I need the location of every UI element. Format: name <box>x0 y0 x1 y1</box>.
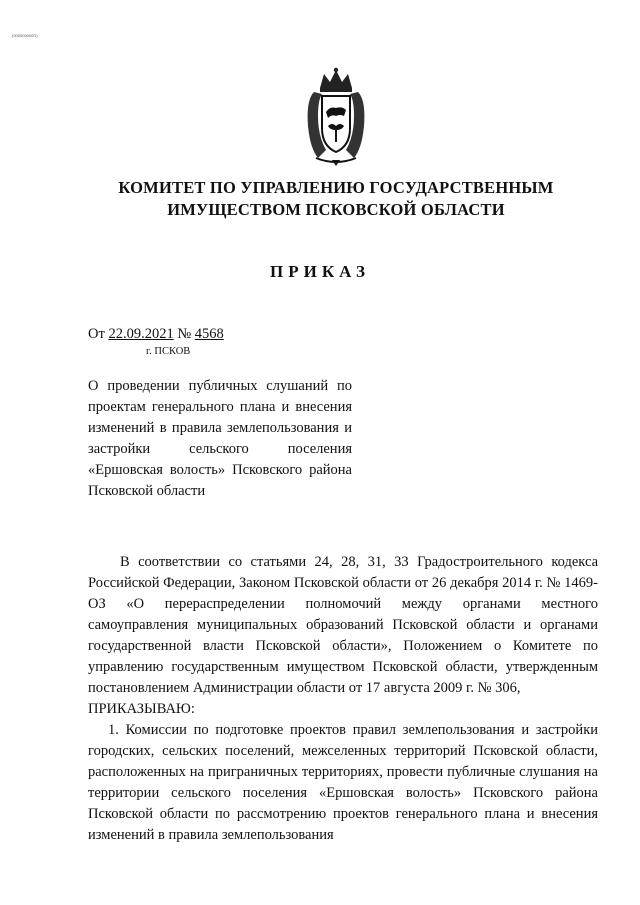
document-code: (000000000П) <box>12 33 38 38</box>
document-type: ПРИКАЗ <box>270 262 370 281</box>
document-subject: О проведении публичных слушаний по проектам генерального плана и внесения изменений в правила землепользования и застройки сельского поселения «Ершовская волость» Псковского района Псковской области <box>88 378 352 499</box>
date-number-line <box>88 326 224 343</box>
document-date: 22.09.2021 <box>108 326 174 342</box>
coat-of-arms-icon <box>296 66 376 166</box>
date-prefix: От <box>88 326 109 342</box>
organization-title <box>100 177 572 221</box>
preamble-paragraph: В соответствии со статьями 24, 28, 31, 33 Градостроительного кодекса Российской Федерации, Законом Псковской области от 26 декабря 2014 г. № 1469-ОЗ «О перераспределении полномочий между органами местного самоуправления муниципальных образований Псковской области и органами государственной власти Псковской области», Положением о Комитете по управлению государственным имуществом Псковской области, утвержденным постановлением Администрации области от 17 августа 2009 г. № 306, <box>88 554 598 696</box>
order-item-1: 1. Комиссии по подготовке проектов правил землепользования и застройки городских, сельских поселений, межселенных территорий Псковской области, расположенных на приграничных территориях, провести публичные слушания на территории сельского поселения «Ершовская волость» Псковского района Псковской области по рассмотрению проектов генерального плана и внесения изменений в правила землепользования <box>88 722 598 843</box>
city: г. ПСКОВ <box>146 346 191 357</box>
organization-line-1: КОМИТЕТ ПО УПРАВЛЕНИЮ ГОСУДАРСТВЕННЫМ <box>118 178 554 197</box>
document-body <box>88 552 598 846</box>
order-word: ПРИКАЗЫВАЮ: <box>88 701 195 717</box>
document-number: 4568 <box>194 326 224 342</box>
organization-line-2: ИМУЩЕСТВОМ ПСКОВСКОЙ ОБЛАСТИ <box>167 200 505 219</box>
number-prefix: № <box>173 326 195 342</box>
